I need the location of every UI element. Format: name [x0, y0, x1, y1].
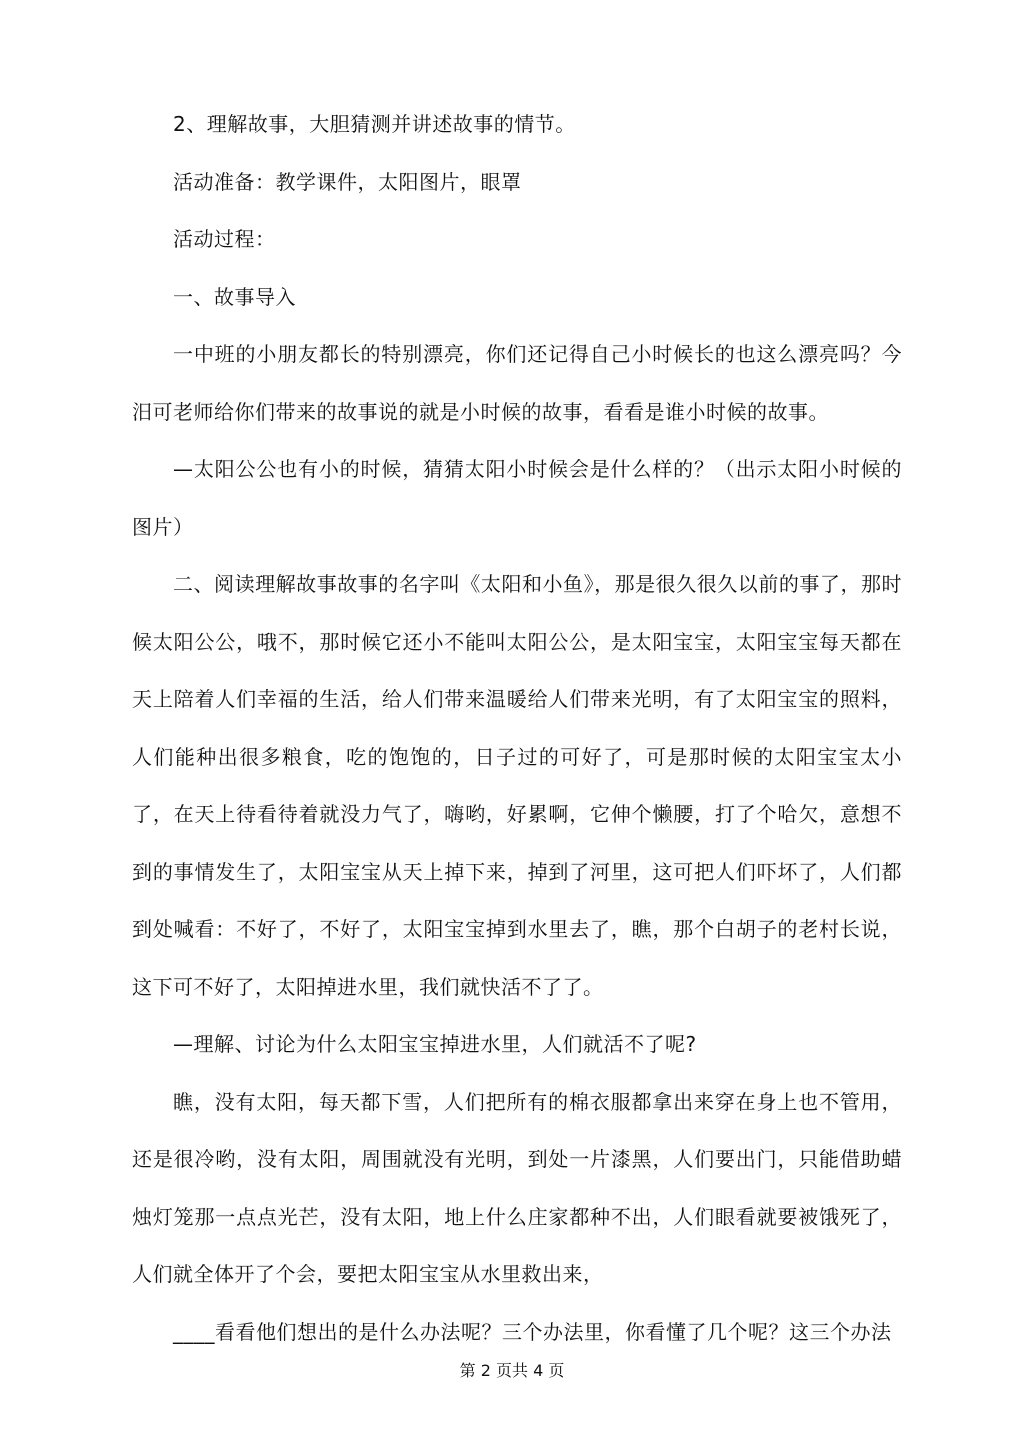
document-body [132, 96, 902, 1361]
paragraph-story-intro: 一中班的小朋友都长的特别漂亮，你们还记得自己小时候长的也这么漂亮吗？今汨可老师给你们带来的故事说的就是小时候的故事，看看是谁小时候的故事。 [132, 342, 902, 424]
page-number-footer: 第 2 页共 4 页 [459, 1361, 565, 1380]
paragraph-objective-2: 2、理解故事，大胆猜测并讲述故事的情节。 [173, 112, 576, 136]
paragraph-section-1-heading: 一、故事导入 [173, 284, 296, 309]
paragraph-activity-preparation: 活动准备：教学课件，太阳图片，眼罩 [173, 169, 522, 194]
paragraph-no-sun-description: 瞧，没有太阳，每天都下雪，人们把所有的棉衣服都拿出来穿在身上也不管用，还是很冷哟，没有太阳，周围就没有光明，到处一片漆黑，人们要出门，只能借助蜡烛灯笼那一点点光芒，没有太阳，地上什么庄家都种不出，人们眼看就要被饿死了，人们就全体开了个会，要把太阳宝宝从水里救出来， [132, 1089, 902, 1286]
paragraph-three-methods: ____看看他们想出的是什么办法呢？三个办法里，你看懂了几个呢？这三个办法 [173, 1319, 892, 1344]
paragraph-activity-process-heading: 活动过程： [173, 227, 276, 251]
paragraph-sun-childhood: —太阳公公也有小的时候，猜猜太阳小时候会是什么样的？（出示太阳小时候的图片） [132, 457, 902, 539]
paragraph-story-reading: 二、阅读理解故事故事的名字叫《太阳和小鱼》，那是很久很久以前的事了，那时候太阳公公，哦不，那时候它还小不能叫太阳公公，是太阳宝宝，太阳宝宝每天都在天上陪着人们幸福的生活，给人们带来温暖给人们带来光明，有了太阳宝宝的照料，人们能种出很多粮食，吃的饱饱的，日子过的可好了，可是那时候的太阳宝宝太小了，在天上待看待着就没力气了，嗨哟，好累啊，它伸个懒腰，打了个哈欠，意想不到的事情发生了，太阳宝宝从天上掉下来，掉到了河里，这可把人们吓坏了，人们都到处喊看：不好了，不好了，太阳宝宝掉到水里去了，瞧，那个白胡子的老村长说，这下可不好了，太阳掉进水里，我们就快活不了了。 [132, 572, 902, 999]
paragraph-discussion-question: —理解、讨论为什么太阳宝宝掉进水里，人们就活不了呢? [173, 1032, 697, 1056]
